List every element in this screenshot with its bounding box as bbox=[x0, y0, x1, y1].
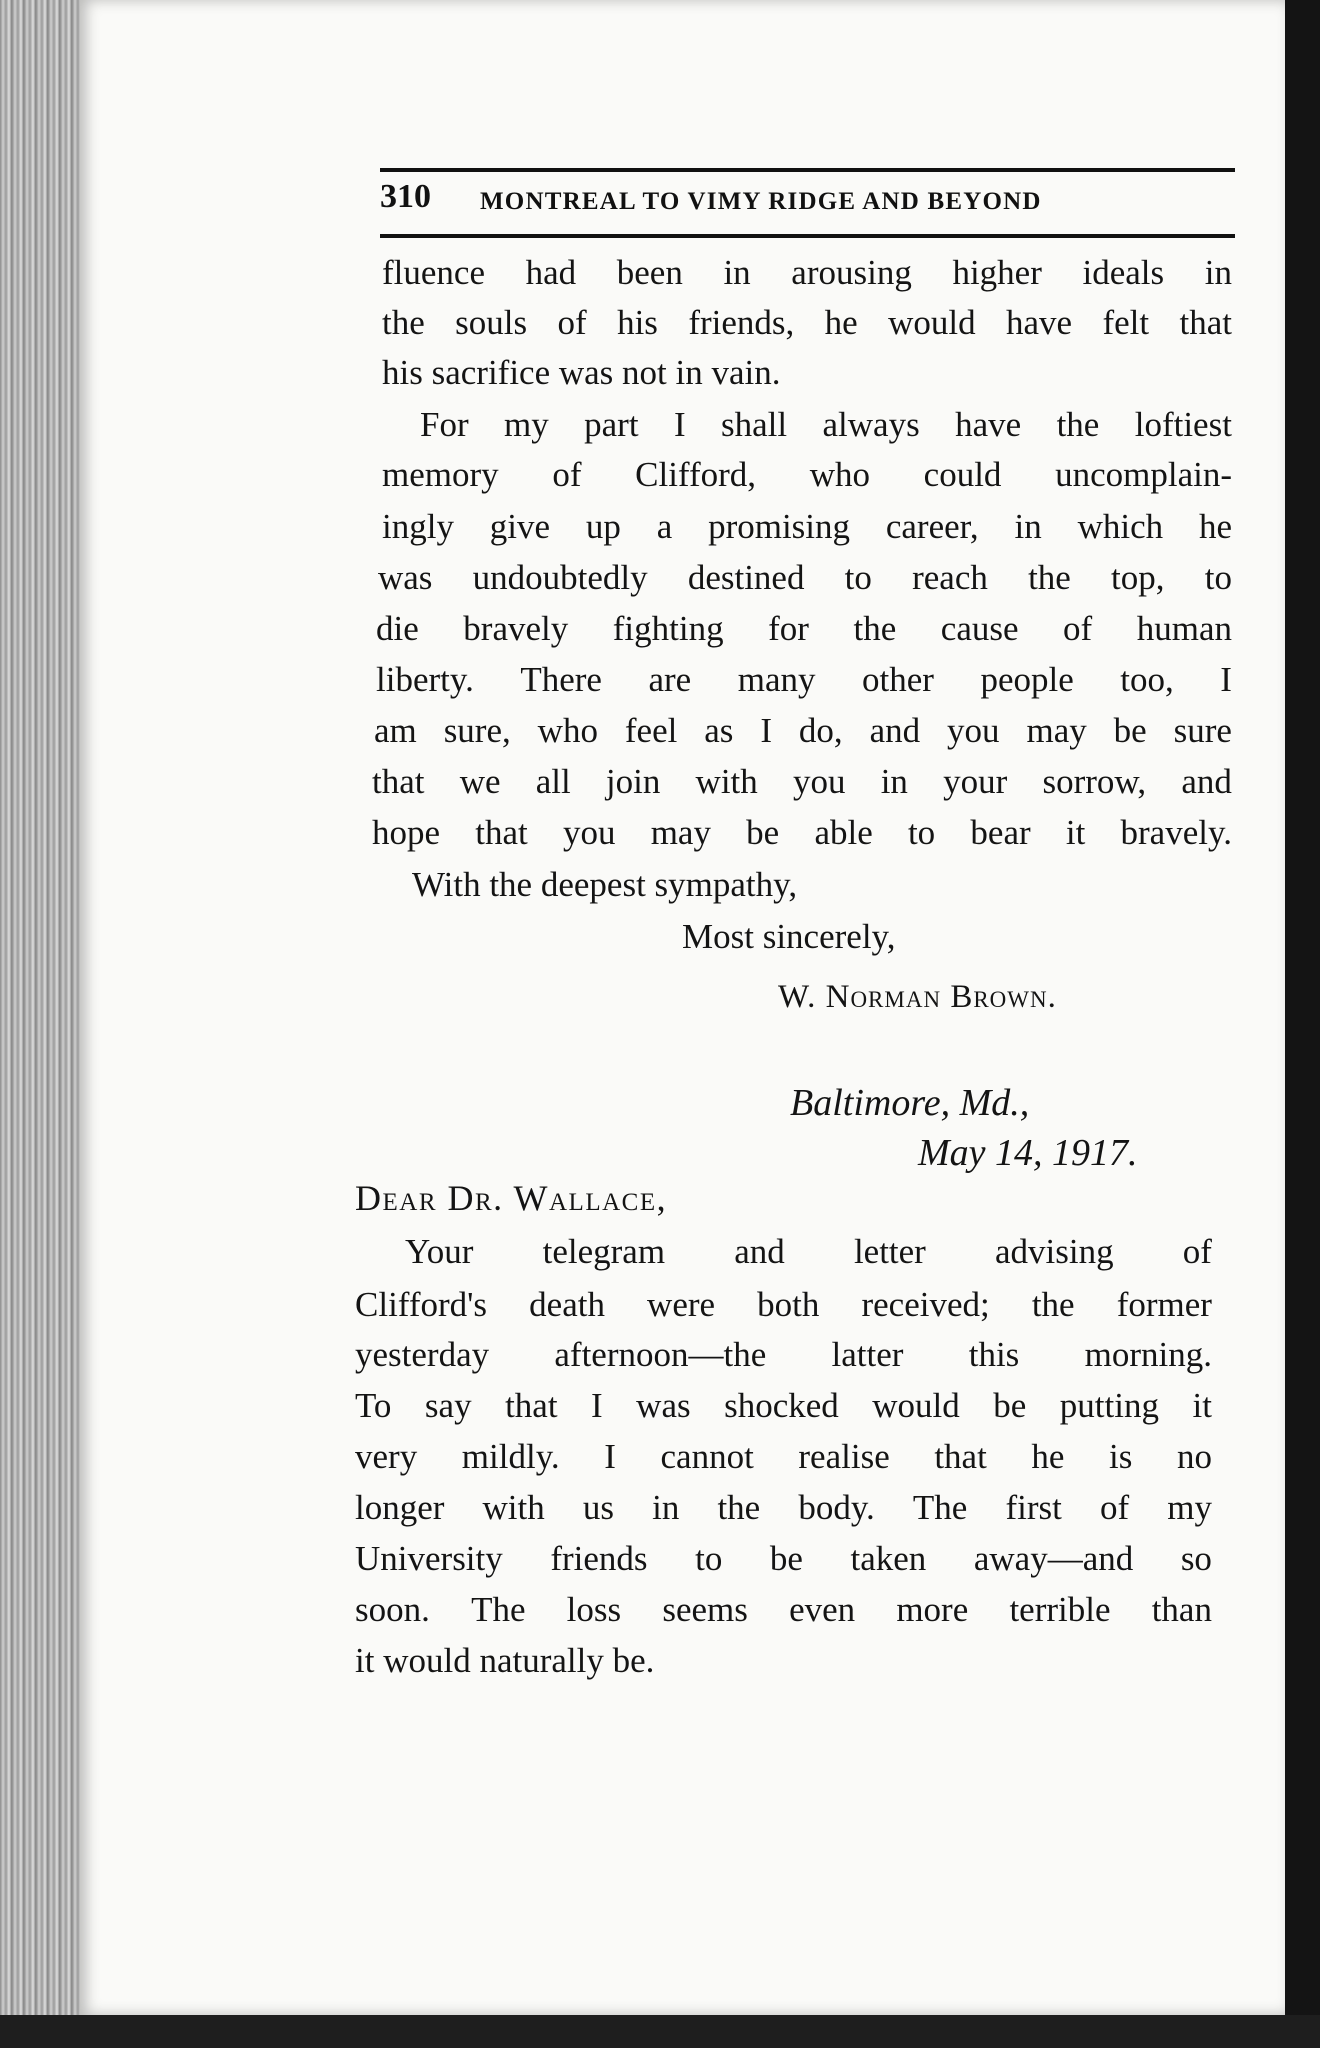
scan-border-bottom bbox=[0, 2015, 1320, 2048]
running-head: MONTREAL TO VIMY RIDGE AND BEYOND bbox=[480, 188, 1042, 215]
body-line: that we all join with you in your sorrow, and bbox=[372, 762, 1232, 801]
page-number: 310 bbox=[380, 178, 431, 215]
page-header bbox=[380, 168, 1235, 238]
body-line: it would naturally be. bbox=[355, 1641, 655, 1680]
body-line: was undoubtedly destined to reach the top, to bbox=[378, 558, 1232, 597]
body-line: die bravely fighting for the cause of human bbox=[376, 609, 1232, 648]
body-line: hope that you may be able to bear it bravely. bbox=[372, 813, 1232, 852]
book-page-edges bbox=[0, 0, 92, 2048]
body-line: ingly give up a promising career, in which he bbox=[382, 507, 1232, 546]
body-line: am sure, who feel as I do, and you may be sure bbox=[374, 711, 1232, 750]
letter-date: May 14, 1917. bbox=[918, 1132, 1138, 1174]
body-line: For my part I shall always have the loftiest bbox=[420, 405, 1232, 444]
salutation: Dear Dr. Wallace, bbox=[355, 1178, 668, 1218]
body-line: yesterday afternoon—the latter this morning. bbox=[355, 1335, 1212, 1374]
body-line: very mildly. I cannot realise that he is no bbox=[355, 1437, 1212, 1476]
header-rule-top bbox=[380, 168, 1235, 172]
body-line: liberty. There are many other people too, I bbox=[376, 660, 1232, 699]
header-rule-bottom bbox=[380, 234, 1235, 238]
closing-line: With the deepest sympathy, bbox=[412, 865, 798, 904]
letter-place: Baltimore, Md., bbox=[790, 1082, 1030, 1124]
body-line: his sacrifice was not in vain. bbox=[382, 353, 781, 392]
body-line: To say that I was shocked would be putting it bbox=[355, 1386, 1212, 1425]
body-line: longer with us in the body. The first of my bbox=[355, 1488, 1212, 1527]
scan-border-right bbox=[1285, 0, 1320, 2048]
body-line: Your telegram and letter advising of bbox=[405, 1232, 1212, 1271]
body-line: University friends to be taken away—and so bbox=[355, 1539, 1212, 1578]
body-line: memory of Clifford, who could uncomplain- bbox=[382, 455, 1232, 494]
body-line: the souls of his friends, he would have felt that bbox=[382, 303, 1232, 342]
body-line: soon. The loss seems even more terrible than bbox=[355, 1590, 1212, 1629]
body-line: Clifford's death were both received; the former bbox=[355, 1285, 1212, 1324]
valediction: Most sincerely, bbox=[682, 917, 896, 956]
body-line: fluence had been in arousing higher ideals in bbox=[382, 253, 1232, 292]
signature: W. Norman Brown. bbox=[778, 979, 1057, 1015]
